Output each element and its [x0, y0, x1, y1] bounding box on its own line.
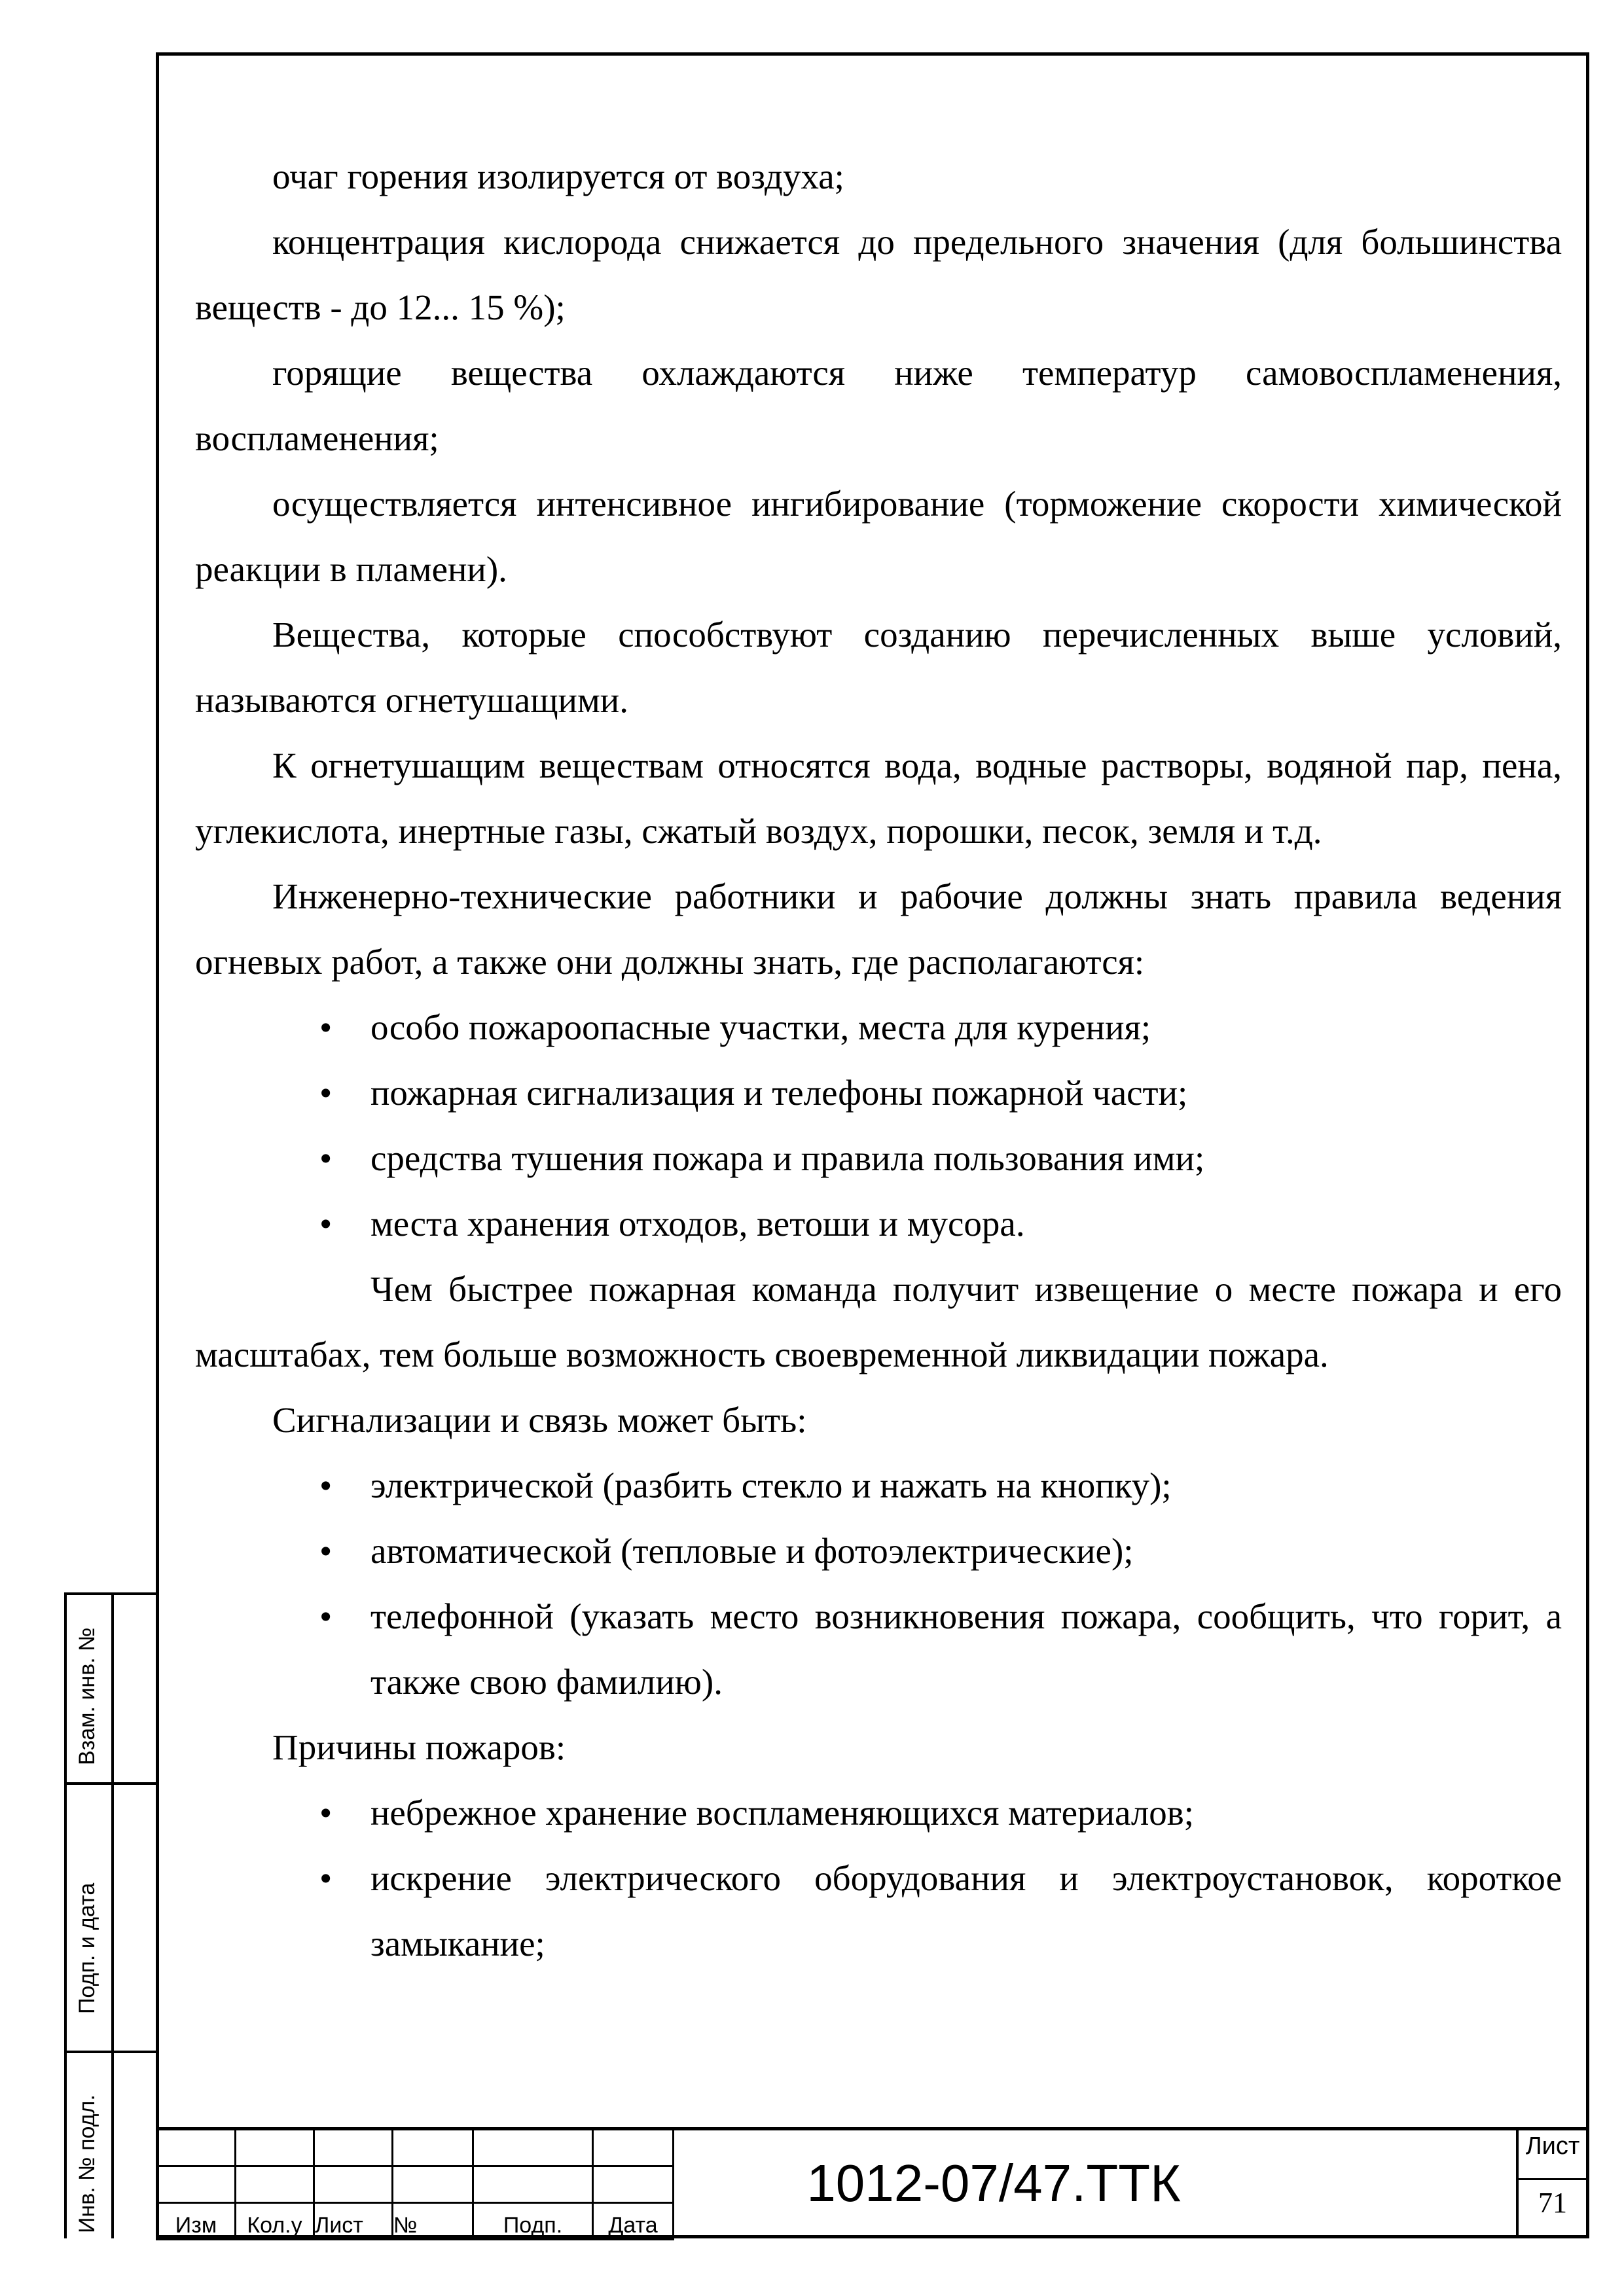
bullet-icon: •	[319, 1465, 333, 1505]
bullet-icon: •	[319, 1858, 333, 1898]
bullet-icon: •	[319, 1596, 333, 1636]
bullet-icon: •	[319, 1204, 333, 1244]
stamp-cell	[473, 2128, 593, 2166]
list-item-text: искрение электрического оборудования и электроустановок, короткое замыкание;	[370, 1858, 1562, 1964]
stamp-cell	[236, 2128, 314, 2166]
bullet-list	[195, 1780, 1562, 1977]
bullet-icon: •	[319, 1138, 333, 1178]
paragraph: концентрация кислорода снижается до предельного значения (для большинства веществ - до 12... 15 %);	[195, 222, 1562, 327]
sheet-label: Лист	[1525, 2132, 1580, 2160]
stamp-header-kol: Кол.у	[236, 2203, 314, 2240]
side-label-podp: Подп. и дата	[75, 1882, 99, 2014]
title-block	[156, 2127, 1589, 2238]
list-item	[195, 1453, 1562, 1518]
list-item	[195, 1846, 1562, 1977]
list-item-text: автоматической (тепловые и фотоэлектрические);	[370, 1531, 1134, 1571]
paragraph: осуществляется интенсивное ингибирование (торможение скорости химической реакции в пламени).	[195, 484, 1562, 589]
stamp-header-date: Дата	[593, 2203, 674, 2240]
list-item	[195, 1584, 1562, 1715]
list-item	[195, 995, 1562, 1060]
list-item-text: небрежное хранение воспламеняющихся материалов;	[370, 1793, 1195, 1833]
side-label-vzam: Взам. инв. №	[75, 1627, 99, 1765]
stamp-cell	[314, 2166, 393, 2203]
paragraph: Инженерно-технические работники и рабочие должны знать правила ведения огневых работ, а также они должны знать, где располагаются:	[195, 876, 1562, 982]
stamp-cell	[157, 2128, 236, 2166]
list-item	[195, 1126, 1562, 1191]
paragraph: очаг горения изолируется от воздуха;	[272, 156, 844, 196]
paragraph: Чем быстрее пожарная команда получит извещение о месте пожара и его масштабах, тем больше возможность своевременной ликвидации пожара.	[195, 1269, 1562, 1374]
sheet-number: 71	[1538, 2187, 1567, 2219]
document-designation: 1012-07/47.ТТК	[806, 2154, 1181, 2212]
list-item-text: места хранения отходов, ветоши и мусора.	[370, 1204, 1025, 1244]
list-item	[195, 1060, 1562, 1126]
bullet-icon: •	[319, 1793, 333, 1833]
stamp-cell	[593, 2128, 674, 2166]
stamp-cell	[157, 2166, 236, 2203]
sheet-divider	[1516, 2178, 1589, 2180]
list-item-text: пожарная сигнализация и телефоны пожарной части;	[370, 1073, 1188, 1113]
revision-table	[156, 2127, 674, 2240]
stamp-header-list: Лист	[314, 2203, 393, 2240]
bullet-list	[195, 995, 1562, 1257]
stamp-cell	[393, 2166, 473, 2203]
paragraph: Вещества, которые способствуют созданию перечисленных выше условий, называются огнетушащими.	[195, 615, 1562, 720]
stamp-header-izm: Изм	[157, 2203, 236, 2240]
paragraph: Сигнализации и связь может быть:	[272, 1400, 807, 1440]
list-item-text: телефонной (указать место возникновения пожара, сообщить, что горит, а также свою фамилию).	[370, 1596, 1562, 1702]
side-stamp	[64, 1592, 156, 2238]
list-item-text: средства тушения пожара и правила пользования ими;	[370, 1138, 1205, 1178]
paragraph: горящие вещества охлаждаются ниже температур самовоспламенения, воспламенения;	[195, 353, 1562, 458]
stamp-cell	[593, 2166, 674, 2203]
list-item	[195, 1780, 1562, 1846]
bullet-icon: •	[319, 1531, 333, 1571]
stamp-cell	[314, 2128, 393, 2166]
stamp-cell	[393, 2128, 473, 2166]
bullet-list	[195, 1453, 1562, 1715]
stamp-header-num: №	[393, 2203, 473, 2240]
document-body	[195, 144, 1562, 1977]
bullet-icon: •	[319, 1007, 333, 1047]
bullet-icon: •	[319, 1073, 333, 1113]
paragraph: Причины пожаров:	[272, 1727, 566, 1767]
side-label-inv: Инв. № подл.	[75, 2094, 99, 2233]
stamp-header-podp: Подп.	[473, 2203, 593, 2240]
list-item	[195, 1518, 1562, 1584]
stamp-cell	[473, 2166, 593, 2203]
list-item	[195, 1191, 1562, 1257]
paragraph: К огнетушащим веществам относятся вода, водные растворы, водяной пар, пена, углекислота, инертные газы, сжатый воздух, порошки, песок, земля и т.д.	[195, 745, 1562, 851]
list-item-text: электрической (разбить стекло и нажать на кнопку);	[370, 1465, 1172, 1505]
list-item-text: особо пожароопасные участки, места для курения;	[370, 1007, 1151, 1047]
stamp-cell	[236, 2166, 314, 2203]
